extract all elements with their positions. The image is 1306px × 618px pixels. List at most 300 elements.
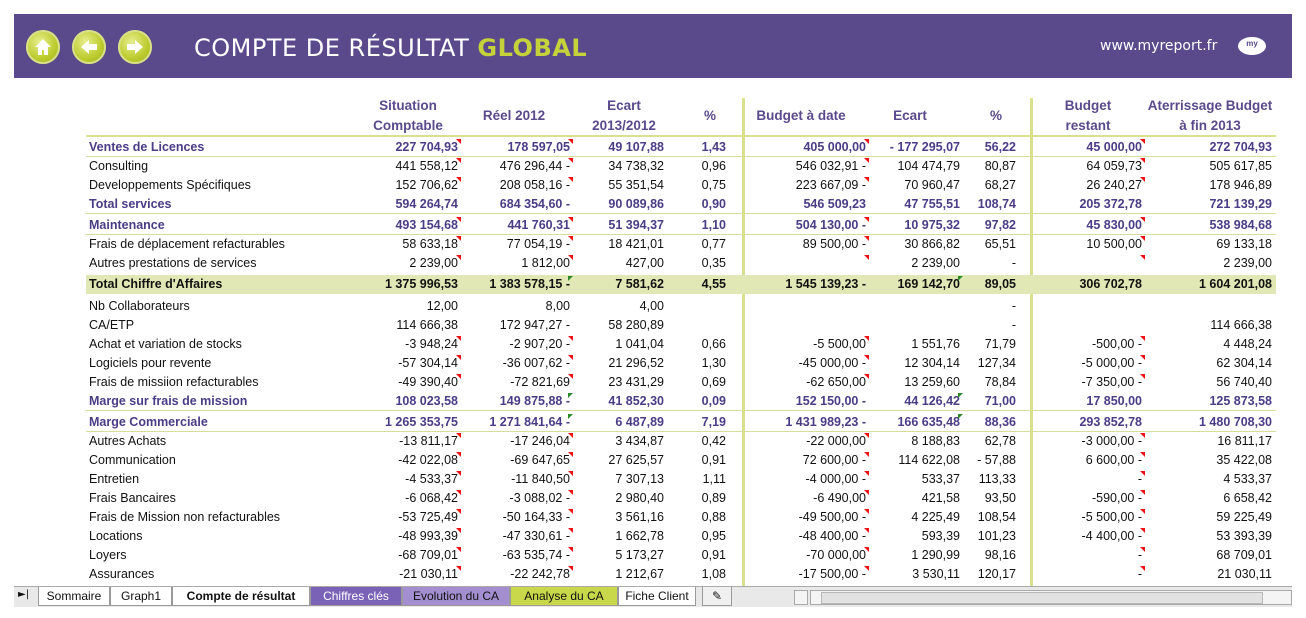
value-cell: 0,35 bbox=[701, 256, 726, 270]
value-cell: 152 150,00 - bbox=[795, 394, 866, 408]
value-cell: 441 558,12 bbox=[395, 159, 458, 173]
comment-marker bbox=[456, 177, 461, 182]
sheet-tab[interactable]: Analyse du CA bbox=[510, 587, 618, 606]
row-label: Communication bbox=[89, 453, 176, 467]
value-cell: -62 650,00 bbox=[806, 375, 866, 389]
value-cell: - bbox=[1137, 567, 1142, 581]
value-cell: 0,77 bbox=[701, 237, 726, 251]
value-cell: 293 852,78 bbox=[1079, 415, 1142, 429]
value-cell: 69 133,18 bbox=[1216, 237, 1272, 251]
value-cell: -3 088,02 - bbox=[509, 491, 570, 505]
sheet-tab[interactable]: Evolution du CA bbox=[402, 587, 510, 606]
value-cell: 172 947,27 - bbox=[499, 318, 570, 332]
value-cell: -17 500,00 - bbox=[798, 567, 866, 581]
comment-marker bbox=[456, 471, 461, 476]
value-cell: 104 474,79 bbox=[897, 159, 960, 173]
comment-marker bbox=[568, 355, 573, 360]
value-cell: 97,82 bbox=[984, 218, 1016, 232]
value-cell: -21 030,11 bbox=[399, 567, 458, 581]
value-cell: 6 487,89 bbox=[615, 415, 664, 429]
comment-marker bbox=[456, 336, 461, 341]
value-cell: 166 635,48 bbox=[897, 415, 960, 429]
value-cell: 0,91 bbox=[701, 548, 726, 562]
value-cell: 78,84 bbox=[984, 375, 1016, 389]
row-label: Loyers bbox=[89, 548, 127, 562]
table-row bbox=[86, 470, 1276, 489]
comment-marker bbox=[456, 509, 461, 514]
value-cell: 12 304,14 bbox=[904, 356, 960, 370]
value-cell: 30 866,82 bbox=[904, 237, 960, 251]
comment-marker bbox=[864, 158, 869, 163]
comment-marker bbox=[864, 433, 869, 438]
value-cell: 1,11 bbox=[702, 472, 726, 486]
page-title: COMPTE DE RÉSULTAT GLOBAL bbox=[194, 34, 588, 62]
value-cell: 169 142,70 bbox=[897, 277, 960, 291]
value-cell: 90 089,86 bbox=[608, 197, 664, 211]
myreport-logo bbox=[1236, 34, 1268, 56]
horizontal-scrollbar[interactable] bbox=[810, 590, 1292, 605]
value-cell: -5 500,00 bbox=[813, 337, 866, 351]
value-cell: 108,54 bbox=[977, 510, 1016, 524]
value-cell: 49 107,88 bbox=[608, 140, 664, 154]
value-cell: 6 600,00 - bbox=[1085, 453, 1142, 467]
value-cell: 493 154,68 bbox=[395, 218, 458, 232]
value-cell: 0,96 bbox=[701, 159, 726, 173]
comment-marker bbox=[456, 158, 461, 163]
value-cell: 1 375 996,53 bbox=[385, 277, 458, 291]
value-cell: 4 448,24 bbox=[1223, 337, 1272, 351]
value-cell: 35 422,08 bbox=[1216, 453, 1272, 467]
value-cell: -2 907,20 - bbox=[509, 337, 570, 351]
value-cell: 108 023,58 bbox=[395, 394, 458, 408]
row-label: Frais de missiion refacturables bbox=[89, 375, 259, 389]
value-cell: 178 597,05 bbox=[507, 140, 570, 154]
value-cell: 149 875,88 - bbox=[499, 394, 570, 408]
row-label: Ventes de Licences bbox=[89, 140, 205, 154]
value-cell: 53 393,39 bbox=[1216, 529, 1272, 543]
value-cell: 1 041,04 bbox=[615, 337, 664, 351]
value-cell: 546 509,23 bbox=[803, 197, 866, 211]
comment-marker bbox=[456, 236, 461, 241]
comment-marker bbox=[864, 355, 869, 360]
value-cell: -500,00 - bbox=[1091, 337, 1142, 351]
comment-marker bbox=[864, 374, 869, 379]
value-cell: 1 383 578,15 - bbox=[489, 277, 570, 291]
header-underline bbox=[86, 135, 1276, 137]
value-cell: -49 500,00 - bbox=[798, 510, 866, 524]
value-cell: -48 400,00 - bbox=[798, 529, 866, 543]
value-cell: 4,00 bbox=[639, 299, 664, 313]
error-indicator bbox=[958, 414, 963, 419]
value-cell: 405 000,00 bbox=[803, 140, 866, 154]
value-cell: -47 330,61 - bbox=[502, 529, 570, 543]
comment-marker bbox=[568, 255, 573, 260]
value-cell: -4 533,37 bbox=[405, 472, 458, 486]
value-cell: 4 533,37 bbox=[1223, 472, 1272, 486]
row-label: Assurances bbox=[89, 567, 155, 581]
value-cell: 0,88 bbox=[701, 510, 726, 524]
value-cell: 1 431 989,23 - bbox=[785, 415, 866, 429]
value-cell: 0,95 bbox=[701, 529, 726, 543]
value-cell: 1 290,99 bbox=[911, 548, 960, 562]
comment-marker bbox=[456, 547, 461, 552]
comment-marker bbox=[1140, 547, 1145, 552]
insert-sheet-icon[interactable]: ✎ bbox=[702, 587, 732, 606]
value-cell: 1,43 bbox=[701, 140, 726, 154]
header-pct-2: % bbox=[989, 108, 1002, 123]
comment-marker bbox=[1140, 158, 1145, 163]
header-reel-2012: Réel 2012 bbox=[482, 108, 546, 123]
value-cell: 13 259,60 bbox=[904, 375, 960, 389]
value-cell: 62,78 bbox=[984, 434, 1016, 448]
site-url[interactable]: www.myreport.fr bbox=[1100, 38, 1218, 54]
value-cell: -11 840,50 bbox=[511, 472, 570, 486]
value-cell: 504 130,00 - bbox=[795, 218, 866, 232]
table-row bbox=[86, 235, 1276, 254]
header-situation: Situation Comptable bbox=[373, 98, 443, 133]
value-cell: 114 622,08 bbox=[898, 453, 960, 467]
comment-marker bbox=[456, 374, 461, 379]
value-cell: -48 993,39 bbox=[398, 529, 458, 543]
header-pct-1: % bbox=[703, 108, 716, 123]
table-row bbox=[86, 508, 1276, 527]
comment-marker bbox=[864, 566, 869, 571]
value-cell: 77 054,19 - bbox=[506, 237, 570, 251]
value-cell: 152 706,62 bbox=[395, 178, 458, 192]
comment-marker bbox=[568, 452, 573, 457]
table-row bbox=[86, 546, 1276, 565]
table-row bbox=[86, 354, 1276, 373]
value-cell: 594 264,74 bbox=[395, 197, 458, 211]
table-row bbox=[86, 157, 1276, 176]
report-sheet bbox=[0, 78, 1306, 586]
value-cell: -5 500,00 - bbox=[1081, 510, 1142, 524]
value-cell: - bbox=[1011, 318, 1016, 332]
comment-marker bbox=[1140, 471, 1145, 476]
value-cell: 1,30 bbox=[701, 356, 726, 370]
value-cell: 6 658,42 bbox=[1223, 491, 1272, 505]
value-cell: 505 617,85 bbox=[1209, 159, 1272, 173]
error-indicator bbox=[958, 393, 963, 398]
value-cell: 125 873,58 bbox=[1209, 394, 1272, 408]
row-label: Developpements Spécifiques bbox=[89, 178, 251, 192]
value-cell: 88,36 bbox=[984, 415, 1016, 429]
table-row bbox=[86, 195, 1276, 214]
comment-marker bbox=[568, 471, 573, 476]
value-cell: 114 666,38 bbox=[396, 318, 458, 332]
comment-marker bbox=[864, 336, 869, 341]
table-row bbox=[86, 565, 1276, 584]
row-label: Marge sur frais de mission bbox=[89, 394, 248, 408]
table-row bbox=[86, 335, 1276, 354]
comment-marker bbox=[864, 236, 869, 241]
comment-marker bbox=[456, 528, 461, 533]
value-cell: 2 980,40 bbox=[615, 491, 664, 505]
value-cell: 51 394,37 bbox=[608, 218, 664, 232]
value-cell: 80,87 bbox=[984, 159, 1016, 173]
value-cell: 65,51 bbox=[984, 237, 1016, 251]
row-label: Locations bbox=[89, 529, 143, 543]
value-cell: -7 350,00 - bbox=[1081, 375, 1142, 389]
value-cell: -50 164,33 - bbox=[502, 510, 570, 524]
arrow-right-icon bbox=[125, 37, 145, 57]
value-cell: 4,55 bbox=[701, 277, 726, 291]
value-cell: - bbox=[1137, 472, 1142, 486]
value-cell: -42 022,08 bbox=[398, 453, 458, 467]
value-cell: 12,00 bbox=[426, 299, 458, 313]
comment-marker bbox=[456, 255, 461, 260]
value-cell: 1,10 bbox=[701, 218, 726, 232]
sheet-tab[interactable]: Compte de résultat bbox=[172, 587, 310, 606]
value-cell: 21 296,52 bbox=[608, 356, 664, 370]
comment-marker bbox=[568, 139, 573, 144]
comment-marker bbox=[456, 139, 461, 144]
comment-marker bbox=[1140, 509, 1145, 514]
forward-button[interactable] bbox=[118, 30, 152, 64]
value-cell: 47 755,51 bbox=[904, 197, 960, 211]
table-row bbox=[86, 176, 1276, 195]
row-label: Autres Achats bbox=[89, 434, 167, 448]
row-label: Logiciels pour revente bbox=[89, 356, 212, 370]
comment-marker bbox=[456, 490, 461, 495]
value-cell: -63 535,74 - bbox=[502, 548, 570, 562]
comment-marker bbox=[456, 355, 461, 360]
value-cell: -3 000,00 - bbox=[1081, 434, 1142, 448]
error-indicator bbox=[958, 276, 963, 281]
value-cell: 0,42 bbox=[701, 434, 726, 448]
row-label: Autres prestations de services bbox=[89, 256, 257, 270]
value-cell: - bbox=[1137, 548, 1142, 562]
value-cell: 1,08 bbox=[701, 567, 726, 581]
value-cell: -17 246,04 bbox=[510, 434, 570, 448]
comment-marker bbox=[456, 452, 461, 457]
value-cell: 1 480 708,30 bbox=[1199, 415, 1272, 429]
sheet-tab[interactable]: Sommaire bbox=[38, 587, 110, 606]
value-cell: 178 946,89 bbox=[1209, 178, 1272, 192]
comment-marker bbox=[1140, 452, 1145, 457]
comment-marker bbox=[568, 490, 573, 495]
comment-marker bbox=[864, 471, 869, 476]
value-cell: - bbox=[1011, 256, 1016, 270]
comment-marker bbox=[568, 217, 573, 222]
comment-marker bbox=[1140, 355, 1145, 360]
value-cell: 421,58 bbox=[921, 491, 960, 505]
value-cell: -13 811,17 bbox=[399, 434, 458, 448]
split-handle[interactable] bbox=[794, 590, 808, 605]
value-cell: 8,00 bbox=[545, 299, 570, 313]
value-cell: 0,89 bbox=[701, 491, 726, 505]
value-cell: 7 307,13 bbox=[615, 472, 664, 486]
table-row bbox=[86, 527, 1276, 546]
value-cell: -72 821,69 bbox=[510, 375, 570, 389]
back-button[interactable] bbox=[72, 30, 106, 64]
value-cell: 101,23 bbox=[977, 529, 1016, 543]
comment-marker bbox=[1140, 528, 1145, 533]
value-cell: 1 265 353,75 bbox=[385, 415, 458, 429]
error-indicator bbox=[568, 393, 573, 398]
comment-marker bbox=[568, 236, 573, 241]
row-label: Frais de déplacement refacturables bbox=[89, 237, 285, 251]
comment-marker bbox=[568, 336, 573, 341]
comment-marker bbox=[864, 255, 869, 260]
row-label: Frais de Mission non refacturables bbox=[89, 510, 281, 524]
comment-marker bbox=[864, 139, 869, 144]
value-cell: 533,37 bbox=[921, 472, 960, 486]
value-cell: 0,75 bbox=[701, 178, 726, 192]
value-cell: 1 551,76 bbox=[911, 337, 960, 351]
value-cell: -53 725,49 bbox=[398, 510, 458, 524]
value-cell: 0,09 bbox=[701, 394, 726, 408]
value-cell: 684 354,60 - bbox=[499, 197, 570, 211]
table-row bbox=[86, 138, 1276, 157]
error-indicator bbox=[568, 414, 573, 419]
value-cell: 476 296,44 - bbox=[499, 159, 570, 173]
value-cell: -3 948,24 bbox=[405, 337, 458, 351]
sheet-tab[interactable]: Graph1 bbox=[110, 587, 172, 606]
comment-marker bbox=[568, 509, 573, 514]
table-row bbox=[86, 392, 1276, 411]
value-cell: 10 500,00 bbox=[1086, 237, 1142, 251]
value-cell: 56 740,40 bbox=[1216, 375, 1272, 389]
table-row bbox=[86, 373, 1276, 392]
value-cell: -6 490,00 bbox=[813, 491, 866, 505]
row-label: Frais Bancaires bbox=[89, 491, 176, 505]
comment-marker bbox=[568, 374, 573, 379]
value-cell: 7,19 bbox=[701, 415, 726, 429]
comment-marker bbox=[456, 433, 461, 438]
value-cell: 127,34 bbox=[977, 356, 1016, 370]
value-cell: 27 625,57 bbox=[608, 453, 664, 467]
comment-marker bbox=[1140, 490, 1145, 495]
value-cell: 3 561,16 bbox=[615, 510, 664, 524]
row-label: Marge Commerciale bbox=[89, 415, 208, 429]
value-cell: 0,90 bbox=[701, 197, 726, 211]
value-cell: 1 812,00 bbox=[521, 256, 570, 270]
value-cell: 64 059,73 bbox=[1086, 159, 1142, 173]
comment-marker bbox=[1140, 236, 1145, 241]
header-ecart-budget: Ecart bbox=[893, 108, 927, 123]
value-cell: -590,00 - bbox=[1091, 491, 1142, 505]
value-cell: 26 240,27 bbox=[1086, 178, 1142, 192]
value-cell: 41 852,30 bbox=[608, 394, 664, 408]
value-cell: 68,27 bbox=[984, 178, 1016, 192]
value-cell: -49 390,40 bbox=[398, 375, 458, 389]
value-cell: 4 225,49 bbox=[911, 510, 960, 524]
value-cell: - bbox=[1011, 299, 1016, 313]
value-cell: 546 032,91 - bbox=[795, 159, 866, 173]
home-button[interactable] bbox=[26, 30, 60, 64]
value-cell: 98,16 bbox=[984, 548, 1016, 562]
value-cell: 114 666,38 bbox=[1210, 318, 1272, 332]
row-label: Nb Collaborateurs bbox=[89, 299, 190, 313]
sheet-tab[interactable]: Fiche Client bbox=[618, 587, 696, 606]
value-cell: 55 351,54 bbox=[608, 178, 664, 192]
comment-marker bbox=[1140, 177, 1145, 182]
value-cell: 227 704,93 bbox=[395, 140, 458, 154]
comment-marker bbox=[864, 217, 869, 222]
comment-marker bbox=[864, 177, 869, 182]
row-label: CA/ETP bbox=[89, 318, 135, 332]
row-underline bbox=[86, 410, 1276, 411]
value-cell: - 177 295,07 bbox=[889, 140, 960, 154]
value-cell: -70 000,00 bbox=[806, 548, 866, 562]
value-cell: 2 239,00 bbox=[409, 256, 458, 270]
value-cell: 1 545 139,23 - bbox=[785, 277, 866, 291]
comment-marker bbox=[1140, 433, 1145, 438]
value-cell: 538 984,68 bbox=[1209, 218, 1272, 232]
value-cell: 23 431,29 bbox=[608, 375, 664, 389]
value-cell: 58 280,89 bbox=[608, 318, 664, 332]
value-cell: 1 212,67 bbox=[615, 567, 664, 581]
comment-marker bbox=[456, 566, 461, 571]
value-cell: 89,05 bbox=[984, 277, 1016, 291]
table-row bbox=[86, 297, 1276, 316]
comment-marker bbox=[864, 547, 869, 552]
value-cell: -22 242,78 bbox=[510, 567, 570, 581]
scroll-thumb[interactable] bbox=[821, 592, 1263, 604]
comment-marker bbox=[864, 509, 869, 514]
value-cell: 223 667,09 - bbox=[795, 178, 866, 192]
tab-nav-last-icon[interactable]: ►| bbox=[18, 589, 30, 600]
value-cell: -36 007,62 - bbox=[502, 356, 570, 370]
comment-marker bbox=[568, 177, 573, 182]
value-cell: 593,39 bbox=[921, 529, 960, 543]
sheet-tab[interactable]: Chiffres clés bbox=[310, 587, 402, 606]
comment-marker bbox=[864, 528, 869, 533]
row-label: Total services bbox=[89, 197, 172, 211]
value-cell: 5 173,27 bbox=[615, 548, 664, 562]
value-cell: 71,79 bbox=[984, 337, 1016, 351]
comment-marker bbox=[1140, 255, 1145, 260]
comment-marker bbox=[568, 158, 573, 163]
comment-marker bbox=[568, 528, 573, 533]
comment-marker bbox=[568, 433, 573, 438]
value-cell: 71,00 bbox=[984, 394, 1016, 408]
comment-marker bbox=[456, 217, 461, 222]
table-row bbox=[86, 275, 1276, 294]
value-cell: 208 058,16 - bbox=[499, 178, 570, 192]
value-cell: 108,74 bbox=[977, 197, 1016, 211]
value-cell: 272 704,93 bbox=[1209, 140, 1272, 154]
value-cell: 441 760,31 bbox=[507, 218, 570, 232]
value-cell: 44 126,42 bbox=[904, 394, 960, 408]
value-cell: -5 000,00 - bbox=[1081, 356, 1142, 370]
value-cell: 1 604 201,08 bbox=[1199, 277, 1272, 291]
value-cell: 306 702,78 bbox=[1079, 277, 1142, 291]
report-banner bbox=[14, 14, 1292, 78]
value-cell: -69 647,65 bbox=[510, 453, 570, 467]
arrow-left-icon bbox=[79, 37, 99, 57]
comment-marker bbox=[864, 452, 869, 457]
value-cell: 0,66 bbox=[701, 337, 726, 351]
value-cell: 427,00 bbox=[625, 256, 664, 270]
value-cell: -22 000,00 bbox=[806, 434, 866, 448]
table-row bbox=[86, 489, 1276, 508]
value-cell: 205 372,78 bbox=[1079, 197, 1142, 211]
value-cell: 1 271 841,64 - bbox=[489, 415, 570, 429]
table-row bbox=[86, 432, 1276, 451]
comment-marker bbox=[568, 547, 573, 552]
value-cell: 34 738,32 bbox=[608, 159, 664, 173]
header-atterrissage: Aterrissage Budget à fin 2013 bbox=[1147, 98, 1273, 133]
value-cell: 1 662,78 bbox=[615, 529, 664, 543]
value-cell: 0,69 bbox=[701, 375, 726, 389]
value-cell: 45 830,00 bbox=[1086, 218, 1142, 232]
header-budget-restant: Budget restant bbox=[1064, 98, 1112, 133]
value-cell: 18 421,01 bbox=[608, 237, 664, 251]
value-cell: 3 434,87 bbox=[615, 434, 664, 448]
value-cell: 16 811,17 bbox=[1217, 434, 1272, 448]
